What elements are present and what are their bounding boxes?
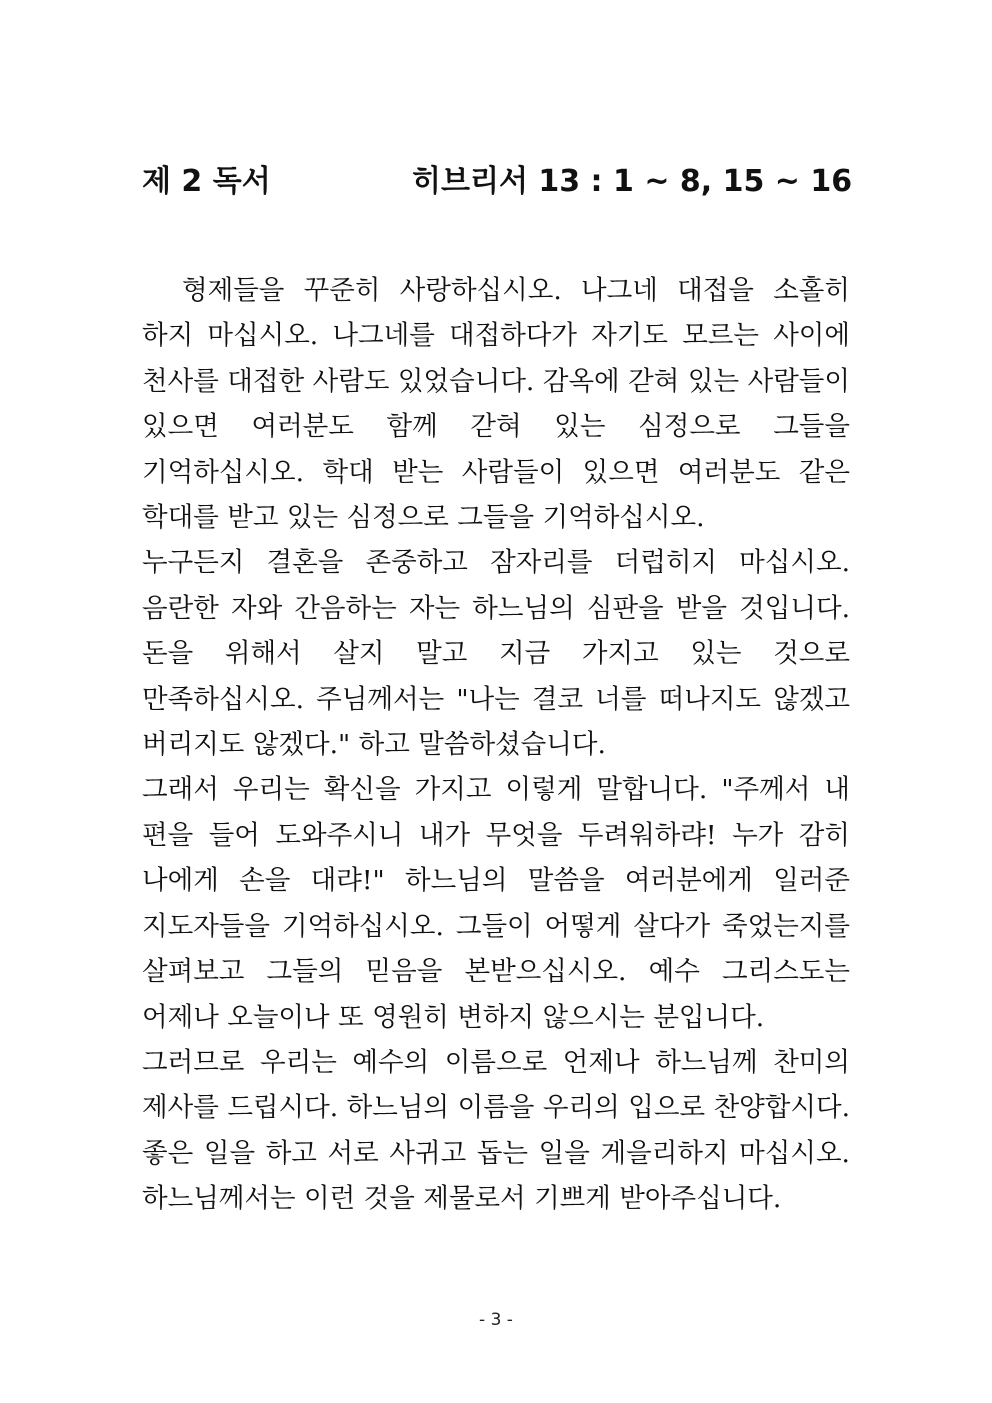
reading-label: 제 2 독서: [142, 164, 271, 199]
scripture-reference: 히브리서 13 : 1 ~ 8, 15 ~ 16: [412, 164, 853, 199]
page-number: - 3 -: [479, 1310, 513, 1330]
paragraph: 형제들을 꾸준히 사랑하십시오. 나그네 대접을 소홀히 하지 마십시오. 나그네를 대접하다가 자기도 모르는 사이에 천사를 대접한 사람도 있었습니다. 감옥에 갇혀 있는 사람들이 있으면 여러분도 함께 갇혀 있는 심정으로 그들을 기억하십시오. 학대 받는 사람들이 있으면 여러분도 같은 학대를 받고 있는 심정으로 그들을 기억하십시오.: [142, 275, 850, 534]
reading-body: [142, 268, 850, 1222]
paragraph: 누구든지 결혼을 존중하고 잠자리를 더럽히지 마십시오. 음란한 자와 간음하는 자는 하느님의 심판을 받을 것입니다. 돈을 위해서 살지 말고 지금 가지고 있는 것으로 만족하십시오. 주님께서는 "나는 결코 너를 떠나지도 않겠고 버리지도 않겠다." 하고 말씀하셨습니다.: [142, 547, 850, 761]
paragraph: 그러므로 우리는 예수의 이름으로 언제나 하느님께 찬미의 제사를 드립시다. 하느님의 이름을 우리의 입으로 찬양합시다. 좋은 일을 하고 서로 사귀고 돕는 일을 게을리하지 마십시오. 하느님께서는 이런 것을 제물로서 기쁘게 받아주십니다.: [142, 1046, 850, 1215]
paragraph: 그래서 우리는 확신을 가지고 이렇게 말합니다. "주께서 내 편을 들어 도와주시니 내가 무엇을 두려워하랴! 누가 감히 나에게 손을 대랴!" 하느님의 말씀을 여러분에게 일러준 지도자들을 기억하십시오. 그들이 어떻게 살다가 죽었는지를 살펴보고 그들의 믿음을 본받으십시오. 예수 그리스도는 어제나 오늘이나 또 영원히 변하지 않으시는 분입니다.: [142, 774, 850, 1033]
reading-heading: [142, 160, 862, 204]
